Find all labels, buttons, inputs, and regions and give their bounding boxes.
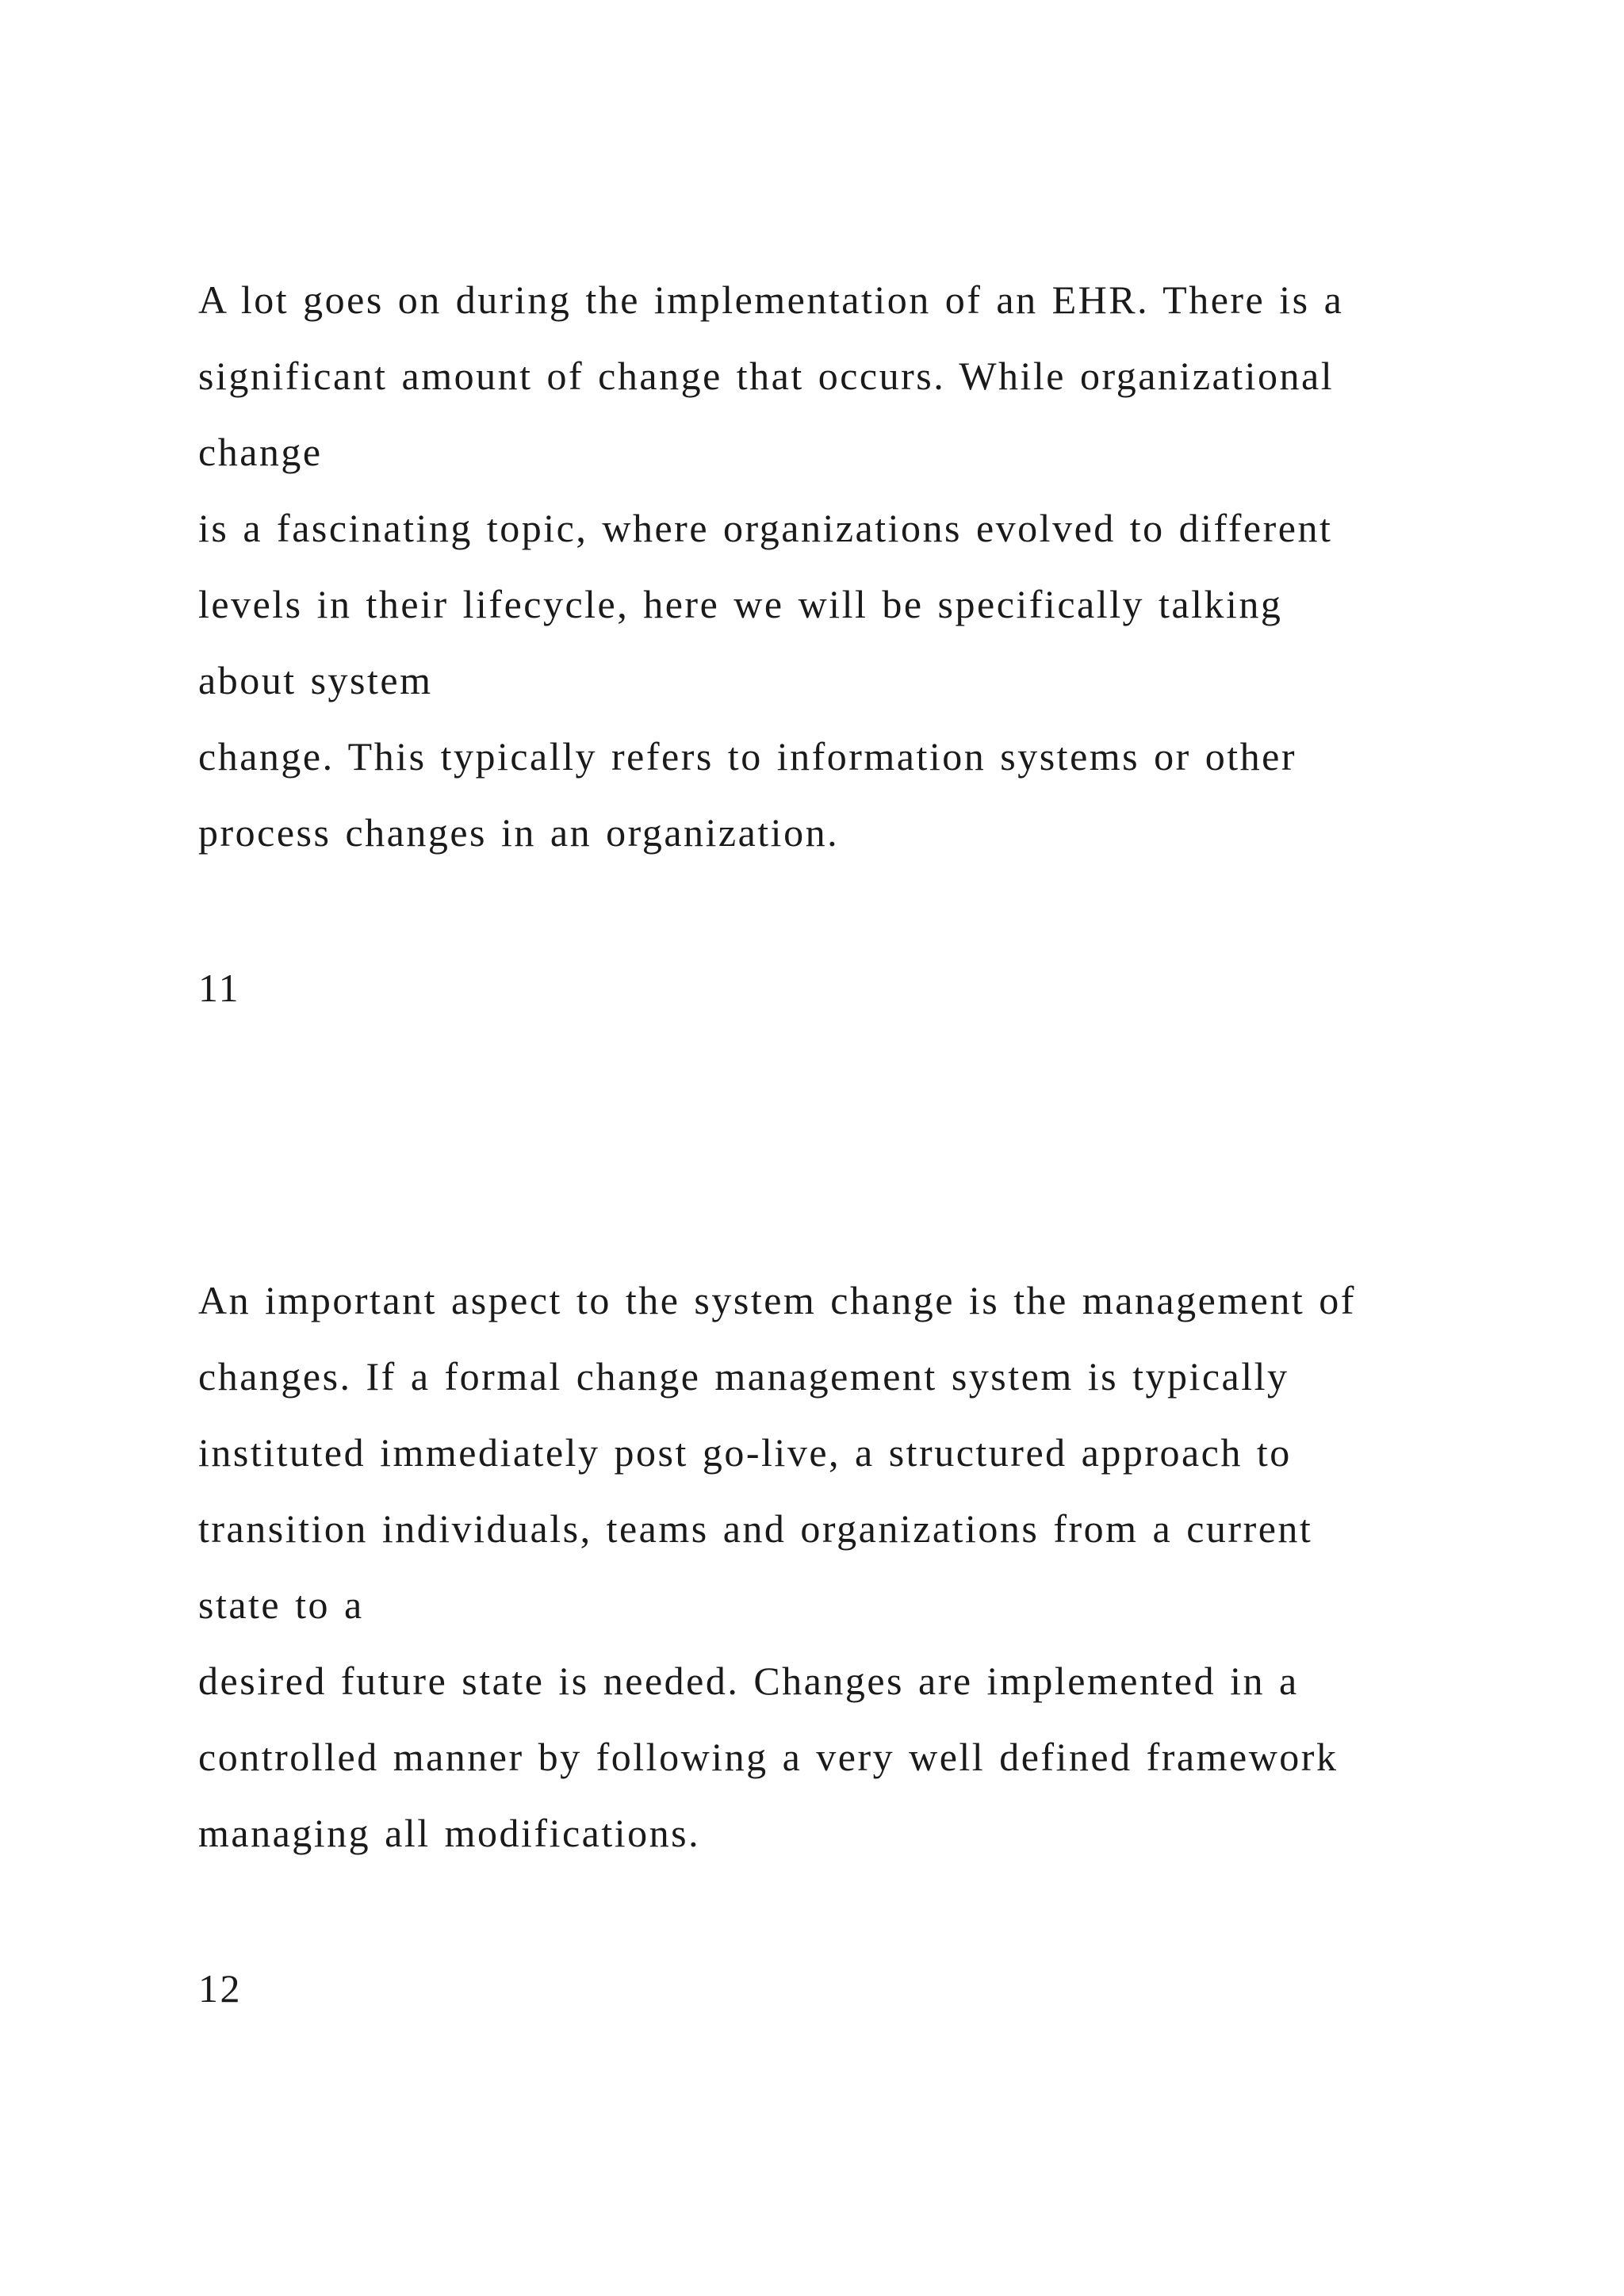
page-number <box>198 950 1546 1026</box>
text-line: instituted immediately post go-live, a structured approach to <box>198 1430 1292 1475</box>
text-line: state to a <box>198 1582 364 1627</box>
text-line: controlled manner by following a very well defined framework <box>198 1735 1339 1779</box>
text-line: desired future state is needed. Changes are implemented in a <box>198 1659 1299 1703</box>
text-line: transition individuals, teams and organizations from a current <box>198 1506 1313 1551</box>
text-line: is a fascinating topic, where organizations evolved to different <box>198 506 1333 550</box>
text-line: managing all modifications. <box>198 1811 701 1855</box>
text-line: changes. If a formal change management system is typically <box>198 1354 1289 1399</box>
text-line: A lot goes on during the implementation of an EHR. There is a <box>198 277 1344 322</box>
text-line: change <box>198 430 323 474</box>
text-line: change. This typically refers to information systems or other <box>198 734 1297 779</box>
text-line: significant amount of change that occurs. While organizational <box>198 354 1335 398</box>
paragraph-change-management <box>198 1262 1546 1871</box>
text-line: levels in their lifecycle, here we will be specifically talking <box>198 582 1283 626</box>
text-line: process changes in an organization. <box>198 810 840 855</box>
page-number-text: 12 <box>198 1966 242 2011</box>
page-number-text: 11 <box>198 966 241 1010</box>
text-line: about system <box>198 658 433 702</box>
page-number <box>198 1950 1546 2026</box>
text-line: An important aspect to the system change is the management of <box>198 1278 1356 1322</box>
paragraph-ehr-implementation <box>198 262 1546 871</box>
